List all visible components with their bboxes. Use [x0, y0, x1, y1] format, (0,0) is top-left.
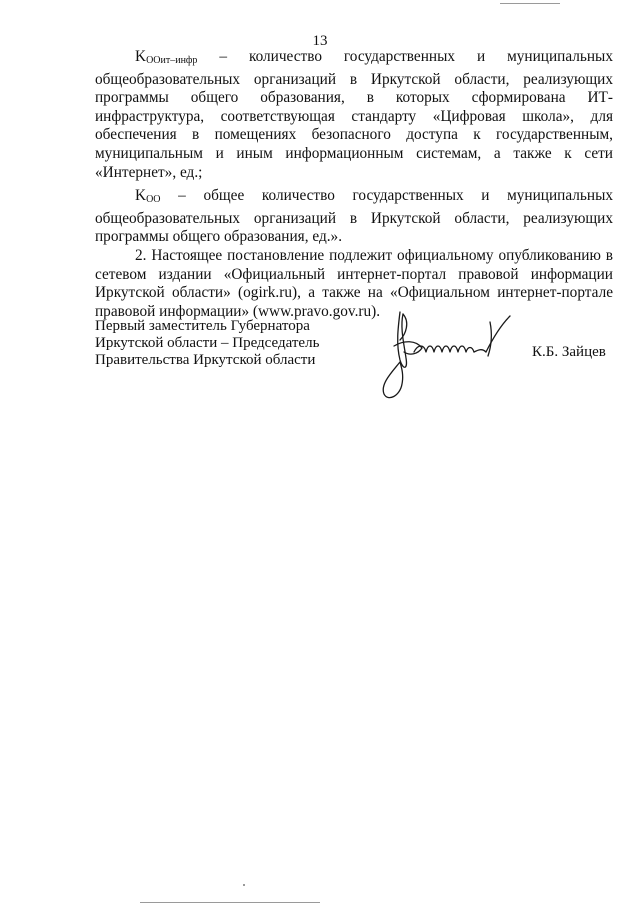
signatory-position [95, 318, 319, 369]
definition-text: – количество государственных и муниципальных общеобразовательных организаций в Иркутской области, реализующих программы общего образования, в которых сформирована ИТ-инфраструктура, соответствующая стандарту «Цифровая школа», для обеспечения в помещениях безопасного доступа к государственным, муниципальным и иным информационным системам, а также к сети «Интернет», ед.; [95, 48, 613, 181]
definition-text: – общее количество государственных и муниципальных общеобразовательных организаций в Иркутской области, реализующих программы общего образования, ед.». [95, 187, 613, 246]
definition-paragraph-it-infrastructure [95, 48, 613, 182]
definition-symbol-subscript: ООит–инфр [146, 55, 198, 66]
scan-line [500, 3, 560, 4]
signatory-position-line: Первый заместитель Губернатора [95, 318, 310, 334]
definition-symbol: K [135, 187, 147, 205]
definition-symbol: K [135, 48, 147, 65]
signatory-position-line: Правительства Иркутской области [95, 352, 316, 368]
document-body [95, 48, 613, 321]
handwritten-signature [370, 300, 540, 410]
definition-paragraph-total [95, 187, 613, 247]
scan-mark [243, 884, 245, 886]
scan-line [140, 902, 320, 903]
signatory-name: К.Б. Зайцев [532, 344, 606, 360]
publication-clause: 2. Настоящее постановление подлежит официальному опубликованию в сетевом издании «Официальный интернет-портал правовой информации Иркутской области» (ogirk.ru), а также на «Официальном интернет-портале правовой информации» (www.pravo.gov.ru). [95, 246, 613, 320]
page-number: 13 [312, 33, 328, 49]
signatory-position-line: Иркутской области – Председатель [95, 335, 320, 351]
definition-symbol-subscript: ОО [146, 194, 161, 206]
